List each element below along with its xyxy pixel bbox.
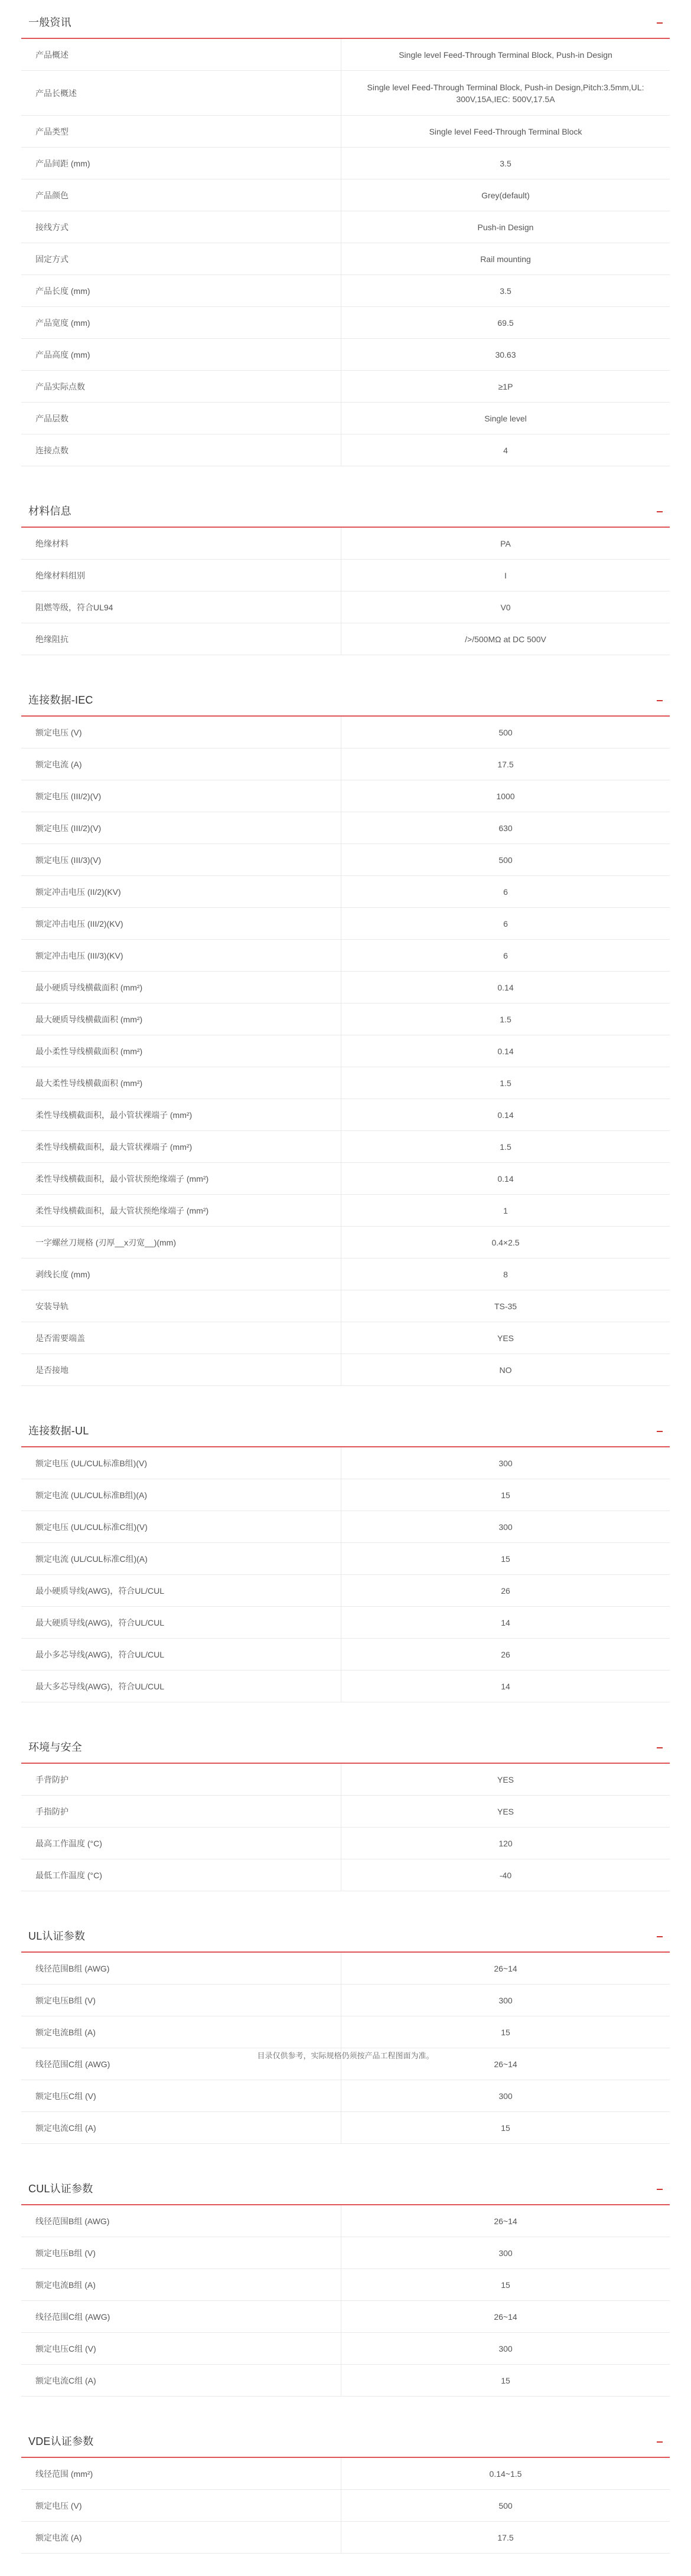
spec-section [21, 1725, 670, 1914]
spec-value: 15 [341, 2365, 670, 2397]
spec-value: -40 [341, 1859, 670, 1891]
spec-table [21, 1764, 670, 1891]
spec-section [21, 2166, 670, 2419]
spec-row [21, 1764, 670, 1796]
spec-label: 最大硬质导线横截面积 (mm²) [21, 1003, 341, 1035]
spec-label: 是否接地 [21, 1354, 341, 1386]
section-title: 材料信息 [28, 505, 71, 517]
spec-value: 0.14 [341, 1163, 670, 1195]
spec-value: 1000 [341, 780, 670, 812]
spec-row [21, 1953, 670, 1985]
section-header[interactable] [21, 1914, 670, 1953]
spec-value: 15 [341, 1479, 670, 1511]
section-title: 连接数据-UL [28, 1425, 89, 1437]
spec-value: 15 [341, 2269, 670, 2301]
spec-label: 产品长度 (mm) [21, 275, 341, 307]
spec-row [21, 275, 670, 307]
collapse-minus-icon[interactable] [657, 1936, 663, 1937]
section-spacer [21, 466, 670, 489]
spec-value: 630 [341, 812, 670, 844]
spec-row [21, 1354, 670, 1386]
spec-row [21, 560, 670, 591]
spec-value: 500 [341, 2490, 670, 2522]
spec-label: 产品类型 [21, 116, 341, 148]
spec-label: 额定电压 (V) [21, 2490, 341, 2522]
spec-value: YES [341, 1764, 670, 1796]
spec-row [21, 780, 670, 812]
spec-value: 1.5 [341, 1003, 670, 1035]
spec-table [21, 1953, 670, 2144]
spec-label: 柔性导线横截面积，最小管状裸端子 (mm²) [21, 1099, 341, 1131]
spec-row [21, 876, 670, 908]
spec-value: 69.5 [341, 307, 670, 339]
spec-label: 额定电流C组 (A) [21, 2365, 341, 2397]
section-spacer [21, 1702, 670, 1725]
spec-value: 6 [341, 876, 670, 908]
collapse-minus-icon[interactable] [657, 1431, 663, 1432]
spec-row [21, 2016, 670, 2048]
spec-value: 3.5 [341, 148, 670, 179]
spec-row [21, 748, 670, 780]
spec-label: 最低工作温度 (°C) [21, 1859, 341, 1891]
spec-row [21, 1195, 670, 1227]
collapse-minus-icon[interactable] [657, 2441, 663, 2443]
spec-row [21, 940, 670, 972]
spec-value: 17.5 [341, 748, 670, 780]
spec-row [21, 403, 670, 434]
spec-value: 15 [341, 1543, 670, 1575]
spec-value: 0.4×2.5 [341, 1227, 670, 1258]
spec-row [21, 2237, 670, 2269]
spec-value: 1.5 [341, 1131, 670, 1163]
spec-row [21, 1671, 670, 1702]
spec-value: 26 [341, 1575, 670, 1607]
spec-page [21, 0, 670, 2576]
spec-value: 300 [341, 1985, 670, 2016]
spec-row [21, 844, 670, 876]
spec-row [21, 148, 670, 179]
spec-row [21, 2301, 670, 2333]
spec-value: 300 [341, 2080, 670, 2112]
collapse-minus-icon[interactable] [657, 22, 663, 24]
spec-value: 4 [341, 434, 670, 466]
spec-label: 额定电流 (UL/CUL标准C组)(A) [21, 1543, 341, 1575]
spec-row [21, 1511, 670, 1543]
spec-value: 300 [341, 2237, 670, 2269]
spec-label: 额定电压B组 (V) [21, 1985, 341, 2016]
spec-label: 额定电流B组 (A) [21, 2016, 341, 2048]
spec-row [21, 972, 670, 1003]
section-spacer [21, 2397, 670, 2419]
spec-section [21, 1914, 670, 2166]
spec-row [21, 812, 670, 844]
spec-label: 最大多芯导线(AWG)，符合UL/CUL [21, 1671, 341, 1702]
spec-value: 14 [341, 1607, 670, 1639]
spec-value: 30.63 [341, 339, 670, 371]
spec-value: 14 [341, 1671, 670, 1702]
spec-row [21, 1828, 670, 1859]
spec-value: Single level Feed-Through Terminal Block, Push-in Design,Pitch:3.5mm,UL: 300V,15A,IEC: 500V,17.5A [341, 71, 670, 116]
spec-row [21, 1859, 670, 1891]
spec-row [21, 1227, 670, 1258]
collapse-minus-icon[interactable] [657, 700, 663, 701]
section-header[interactable] [21, 2419, 670, 2458]
spec-label: 手指防护 [21, 1796, 341, 1828]
spec-row [21, 243, 670, 275]
section-header[interactable] [21, 1408, 670, 1447]
spec-row [21, 2365, 670, 2397]
spec-row [21, 71, 670, 116]
spec-row [21, 2333, 670, 2365]
section-spacer [21, 1891, 670, 1914]
spec-value: 15 [341, 2016, 670, 2048]
spec-value: 1 [341, 1195, 670, 1227]
spec-row [21, 1322, 670, 1354]
collapse-minus-icon[interactable] [657, 1747, 663, 1748]
spec-row [21, 623, 670, 655]
spec-label: 手背防护 [21, 1764, 341, 1796]
spec-label: 最小硬质导线横截面积 (mm²) [21, 972, 341, 1003]
spec-row [21, 1479, 670, 1511]
section-header[interactable] [21, 0, 670, 39]
spec-row [21, 2112, 670, 2144]
spec-label: 额定电压 (V) [21, 717, 341, 748]
spec-row [21, 1985, 670, 2016]
spec-row [21, 211, 670, 243]
spec-label: 绝缘材料组别 [21, 560, 341, 591]
spec-label: 最小多芯导线(AWG)，符合UL/CUL [21, 1639, 341, 1671]
spec-value: 6 [341, 908, 670, 940]
spec-row [21, 1543, 670, 1575]
spec-label: 产品层数 [21, 403, 341, 434]
spec-label: 线径范围 (mm²) [21, 2458, 341, 2490]
collapse-minus-icon[interactable] [657, 2189, 663, 2190]
spec-label: 线径范围B组 (AWG) [21, 1953, 341, 1985]
spec-value: 17.5 [341, 2522, 670, 2554]
spec-label: 阻燃等级，符合UL94 [21, 591, 341, 623]
spec-value: 26~14 [341, 2205, 670, 2237]
spec-row [21, 1258, 670, 1290]
spec-value: 26~14 [341, 2048, 670, 2080]
spec-row [21, 116, 670, 148]
spec-row [21, 1163, 670, 1195]
spec-label: 剥线长度 (mm) [21, 1258, 341, 1290]
spec-value: TS-35 [341, 1290, 670, 1322]
spec-row [21, 307, 670, 339]
spec-value: PA [341, 528, 670, 560]
spec-row [21, 339, 670, 371]
spec-label: 最小柔性导线横截面积 (mm²) [21, 1035, 341, 1067]
spec-value: 26~14 [341, 2301, 670, 2333]
spec-label: 接线方式 [21, 211, 341, 243]
spec-section [21, 1408, 670, 1725]
spec-label: 额定电流 (A) [21, 2522, 341, 2554]
spec-value: 300 [341, 1511, 670, 1543]
spec-table [21, 717, 670, 1386]
spec-section [21, 678, 670, 1408]
spec-label: 额定电压C组 (V) [21, 2333, 341, 2365]
spec-row [21, 1067, 670, 1099]
spec-label: 最大柔性导线横截面积 (mm²) [21, 1067, 341, 1099]
spec-row [21, 908, 670, 940]
spec-label: 额定冲击电压 (II/2)(KV) [21, 876, 341, 908]
section-title: 一般资讯 [28, 17, 71, 28]
spec-table [21, 528, 670, 655]
spec-value: Single level Feed-Through Terminal Block, Push-in Design [341, 39, 670, 71]
spec-row [21, 1575, 670, 1607]
spec-section [21, 0, 670, 489]
spec-value: I [341, 560, 670, 591]
spec-row [21, 1035, 670, 1067]
spec-label: 额定电流C组 (A) [21, 2112, 341, 2144]
spec-row [21, 179, 670, 211]
spec-value: 500 [341, 844, 670, 876]
section-title: 连接数据-IEC [28, 694, 93, 706]
spec-label: 连接点数 [21, 434, 341, 466]
spec-label: 额定电压 (UL/CUL标准C组)(V) [21, 1511, 341, 1543]
spec-label: 柔性导线横截面积，最大管状预绝缘端子 (mm²) [21, 1195, 341, 1227]
spec-row [21, 39, 670, 71]
spec-label: 绝缘材料 [21, 528, 341, 560]
spec-row [21, 1003, 670, 1035]
spec-value: 3.5 [341, 275, 670, 307]
section-title: VDE认证参数 [28, 2436, 94, 2447]
spec-value: Single level Feed-Through Terminal Block [341, 116, 670, 148]
spec-row [21, 2490, 670, 2522]
spec-row [21, 1639, 670, 1671]
section-spacer [21, 2554, 670, 2576]
spec-label: 安装导轨 [21, 1290, 341, 1322]
spec-value: />/500MΩ at DC 500V [341, 623, 670, 655]
spec-label: 产品间距 (mm) [21, 148, 341, 179]
spec-value: 26~14 [341, 1953, 670, 1985]
spec-label: 固定方式 [21, 243, 341, 275]
spec-section [21, 2419, 670, 2576]
spec-value: 1.5 [341, 1067, 670, 1099]
section-title: 环境与安全 [28, 1741, 82, 1753]
spec-value: 8 [341, 1258, 670, 1290]
spec-label: 额定电压 (UL/CUL标准B组)(V) [21, 1447, 341, 1479]
spec-value: 0.14 [341, 1035, 670, 1067]
spec-label: 额定电压 (III/2)(V) [21, 812, 341, 844]
spec-label: 线径范围B组 (AWG) [21, 2205, 341, 2237]
collapse-minus-icon[interactable] [657, 511, 663, 512]
spec-row [21, 2458, 670, 2490]
spec-section [21, 489, 670, 678]
spec-label: 线径范围C组 (AWG) [21, 2301, 341, 2333]
spec-row [21, 1447, 670, 1479]
spec-label: 产品颜色 [21, 179, 341, 211]
section-header[interactable] [21, 1725, 670, 1764]
spec-label: 额定电流B组 (A) [21, 2269, 341, 2301]
spec-value: Push-in Design [341, 211, 670, 243]
spec-table [21, 2458, 670, 2554]
spec-table [21, 39, 670, 466]
spec-label: 额定电流 (UL/CUL标准B组)(A) [21, 1479, 341, 1511]
spec-value: 300 [341, 1447, 670, 1479]
spec-label: 产品概述 [21, 39, 341, 71]
spec-row [21, 2080, 670, 2112]
spec-row [21, 1796, 670, 1828]
spec-label: 最高工作温度 (°C) [21, 1828, 341, 1859]
spec-label: 绝缘阻抗 [21, 623, 341, 655]
spec-label: 产品高度 (mm) [21, 339, 341, 371]
spec-label: 产品宽度 (mm) [21, 307, 341, 339]
spec-label: 柔性导线横截面积，最小管状预绝缘端子 (mm²) [21, 1163, 341, 1195]
spec-table [21, 1447, 670, 1702]
spec-value: 120 [341, 1828, 670, 1859]
spec-value: V0 [341, 591, 670, 623]
section-spacer [21, 655, 670, 678]
section-header[interactable] [21, 489, 670, 528]
spec-value: Grey(default) [341, 179, 670, 211]
spec-value: 500 [341, 717, 670, 748]
spec-row [21, 1099, 670, 1131]
spec-row [21, 2269, 670, 2301]
spec-value: YES [341, 1796, 670, 1828]
spec-row [21, 1290, 670, 1322]
section-title: UL认证参数 [28, 1930, 86, 1942]
spec-row [21, 371, 670, 403]
spec-row [21, 2522, 670, 2554]
spec-row [21, 1131, 670, 1163]
spec-value: 0.14~1.5 [341, 2458, 670, 2490]
spec-label: 额定电压 (III/2)(V) [21, 780, 341, 812]
spec-value: ≥1P [341, 371, 670, 403]
spec-value: 6 [341, 940, 670, 972]
spec-label: 产品实际点数 [21, 371, 341, 403]
spec-label: 柔性导线横截面积，最大管状裸端子 (mm²) [21, 1131, 341, 1163]
spec-value: YES [341, 1322, 670, 1354]
spec-row [21, 717, 670, 748]
spec-label: 额定电流 (A) [21, 748, 341, 780]
spec-label: 额定冲击电压 (III/2)(KV) [21, 908, 341, 940]
spec-label: 产品长概述 [21, 71, 341, 116]
spec-label: 线径范围C组 (AWG) [21, 2048, 341, 2080]
spec-label: 一字螺丝刀规格 (刃厚__x刃宽__)(mm) [21, 1227, 341, 1258]
spec-value: Rail mounting [341, 243, 670, 275]
spec-value: 300 [341, 2333, 670, 2365]
spec-row [21, 434, 670, 466]
spec-value: 0.14 [341, 1099, 670, 1131]
section-spacer [21, 1386, 670, 1408]
spec-value: NO [341, 1354, 670, 1386]
spec-value: 26 [341, 1639, 670, 1671]
spec-label: 额定电压C组 (V) [21, 2080, 341, 2112]
spec-row [21, 528, 670, 560]
spec-row [21, 1607, 670, 1639]
section-header[interactable] [21, 2166, 670, 2205]
spec-row [21, 2205, 670, 2237]
spec-label: 额定冲击电压 (III/3)(KV) [21, 940, 341, 972]
spec-row [21, 591, 670, 623]
spec-label: 最小硬质导线(AWG)，符合UL/CUL [21, 1575, 341, 1607]
spec-table [21, 2205, 670, 2397]
spec-label: 额定电压 (III/3)(V) [21, 844, 341, 876]
section-title: CUL认证参数 [28, 2183, 93, 2195]
spec-value: Single level [341, 403, 670, 434]
spec-label: 最大硬质导线(AWG)，符合UL/CUL [21, 1607, 341, 1639]
spec-value: 0.14 [341, 972, 670, 1003]
spec-label: 是否需要端盖 [21, 1322, 341, 1354]
spec-value: 15 [341, 2112, 670, 2144]
spec-label: 额定电压B组 (V) [21, 2237, 341, 2269]
section-spacer [21, 2144, 670, 2166]
section-header[interactable] [21, 678, 670, 717]
disclaimer-note: 目录仅供参考，实际规格仍须按产品工程图面为准。 [257, 2051, 434, 2060]
